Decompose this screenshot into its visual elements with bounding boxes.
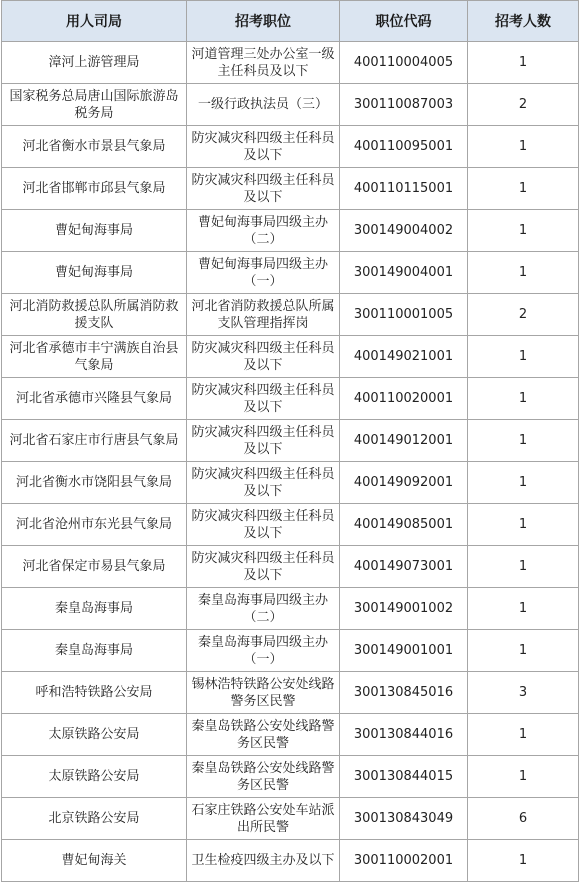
- cell-count: 1: [468, 630, 579, 672]
- cell-dept: 河北省石家庄市行唐县气象局: [2, 420, 187, 462]
- cell-code: 300149004002: [340, 210, 468, 252]
- cell-code: 300130843049: [340, 798, 468, 840]
- table-row: [2, 588, 579, 630]
- cell-count: 1: [468, 378, 579, 420]
- cell-position: 防灾减灾科四级主任科员及以下: [187, 168, 340, 210]
- cell-code: 300130845016: [340, 672, 468, 714]
- cell-count: 1: [468, 126, 579, 168]
- cell-dept: 河北省保定市易县气象局: [2, 546, 187, 588]
- table-row: [2, 840, 579, 882]
- cell-position: 曹妃甸海事局四级主办（一）: [187, 252, 340, 294]
- cell-code: 400149085001: [340, 504, 468, 546]
- cell-position: 防灾减灾科四级主任科员及以下: [187, 336, 340, 378]
- cell-position: 防灾减灾科四级主任科员及以下: [187, 546, 340, 588]
- cell-position: 卫生检疫四级主办及以下: [187, 840, 340, 882]
- cell-count: 1: [468, 504, 579, 546]
- table-row: [2, 378, 579, 420]
- header-dept: 用人司局: [2, 1, 187, 42]
- cell-position: 防灾减灾科四级主任科员及以下: [187, 462, 340, 504]
- cell-position: 石家庄铁路公安处车站派出所民警: [187, 798, 340, 840]
- cell-count: 2: [468, 84, 579, 126]
- cell-code: 300130844015: [340, 756, 468, 798]
- cell-code: 400149092001: [340, 462, 468, 504]
- header-code: 职位代码: [340, 1, 468, 42]
- cell-dept: 太原铁路公安局: [2, 714, 187, 756]
- cell-dept: 太原铁路公安局: [2, 756, 187, 798]
- cell-dept: 河北消防救援总队所属消防救援支队: [2, 294, 187, 336]
- cell-dept: 呼和浩特铁路公安局: [2, 672, 187, 714]
- cell-dept: 河北省承德市丰宁满族自治县气象局: [2, 336, 187, 378]
- cell-code: 300110001005: [340, 294, 468, 336]
- header-count: 招考人数: [468, 1, 579, 42]
- cell-code: 400149021001: [340, 336, 468, 378]
- table-row: [2, 420, 579, 462]
- cell-count: 3: [468, 672, 579, 714]
- header-position: 招考职位: [187, 1, 340, 42]
- cell-position: 防灾减灾科四级主任科员及以下: [187, 126, 340, 168]
- cell-count: 1: [468, 462, 579, 504]
- cell-position: 秦皇岛海事局四级主办（二）: [187, 588, 340, 630]
- cell-dept: 河北省承德市兴隆县气象局: [2, 378, 187, 420]
- cell-count: 1: [468, 840, 579, 882]
- cell-code: 300110087003: [340, 84, 468, 126]
- cell-dept: 河北省衡水市景县气象局: [2, 126, 187, 168]
- cell-count: 1: [468, 756, 579, 798]
- cell-position: 防灾减灾科四级主任科员及以下: [187, 420, 340, 462]
- cell-position: 一级行政执法员（三）: [187, 84, 340, 126]
- table-row: [2, 672, 579, 714]
- recruitment-table: [1, 0, 579, 882]
- cell-dept: 曹妃甸海事局: [2, 210, 187, 252]
- cell-position: 防灾减灾科四级主任科员及以下: [187, 504, 340, 546]
- cell-count: 1: [468, 210, 579, 252]
- cell-code: 400149073001: [340, 546, 468, 588]
- cell-code: 300110002001: [340, 840, 468, 882]
- table-row: [2, 462, 579, 504]
- cell-code: 300130844016: [340, 714, 468, 756]
- cell-position: 河道管理三处办公室一级主任科员及以下: [187, 42, 340, 84]
- table-row: [2, 336, 579, 378]
- cell-position: 锡林浩特铁路公安处线路警务区民警: [187, 672, 340, 714]
- table-header: [2, 1, 579, 42]
- cell-code: 300149001002: [340, 588, 468, 630]
- cell-code: 400110020001: [340, 378, 468, 420]
- cell-count: 1: [468, 420, 579, 462]
- table-row: [2, 126, 579, 168]
- header-row: [2, 1, 579, 42]
- cell-dept: 北京铁路公安局: [2, 798, 187, 840]
- cell-position: 防灾减灾科四级主任科员及以下: [187, 378, 340, 420]
- cell-code: 300149004001: [340, 252, 468, 294]
- cell-count: 1: [468, 588, 579, 630]
- table-row: [2, 504, 579, 546]
- cell-dept: 曹妃甸海关: [2, 840, 187, 882]
- table-row: [2, 714, 579, 756]
- cell-dept: 漳河上游管理局: [2, 42, 187, 84]
- cell-code: 400110004005: [340, 42, 468, 84]
- table-row: [2, 756, 579, 798]
- cell-count: 1: [468, 252, 579, 294]
- table-row: [2, 210, 579, 252]
- cell-position: 秦皇岛海事局四级主办（一）: [187, 630, 340, 672]
- cell-position: 河北省消防救援总队所属支队管理指挥岗: [187, 294, 340, 336]
- cell-count: 1: [468, 336, 579, 378]
- table-row: [2, 42, 579, 84]
- cell-count: 1: [468, 42, 579, 84]
- table-row: [2, 252, 579, 294]
- cell-dept: 河北省衡水市饶阳县气象局: [2, 462, 187, 504]
- cell-dept: 河北省沧州市东光县气象局: [2, 504, 187, 546]
- cell-position: 曹妃甸海事局四级主办（二）: [187, 210, 340, 252]
- cell-dept: 河北省邯郸市邱县气象局: [2, 168, 187, 210]
- table-row: [2, 168, 579, 210]
- cell-code: 400110095001: [340, 126, 468, 168]
- table-row: [2, 798, 579, 840]
- cell-dept: 国家税务总局唐山国际旅游岛税务局: [2, 84, 187, 126]
- cell-count: 6: [468, 798, 579, 840]
- cell-dept: 秦皇岛海事局: [2, 588, 187, 630]
- cell-code: 400149012001: [340, 420, 468, 462]
- cell-code: 300149001001: [340, 630, 468, 672]
- cell-dept: 秦皇岛海事局: [2, 630, 187, 672]
- cell-position: 秦皇岛铁路公安处线路警务区民警: [187, 756, 340, 798]
- table-row: [2, 294, 579, 336]
- table-body: [2, 42, 579, 882]
- table-row: [2, 630, 579, 672]
- cell-dept: 曹妃甸海事局: [2, 252, 187, 294]
- cell-code: 400110115001: [340, 168, 468, 210]
- cell-count: 2: [468, 294, 579, 336]
- cell-position: 秦皇岛铁路公安处线路警务区民警: [187, 714, 340, 756]
- table-row: [2, 546, 579, 588]
- cell-count: 1: [468, 168, 579, 210]
- cell-count: 1: [468, 546, 579, 588]
- table-row: [2, 84, 579, 126]
- cell-count: 1: [468, 714, 579, 756]
